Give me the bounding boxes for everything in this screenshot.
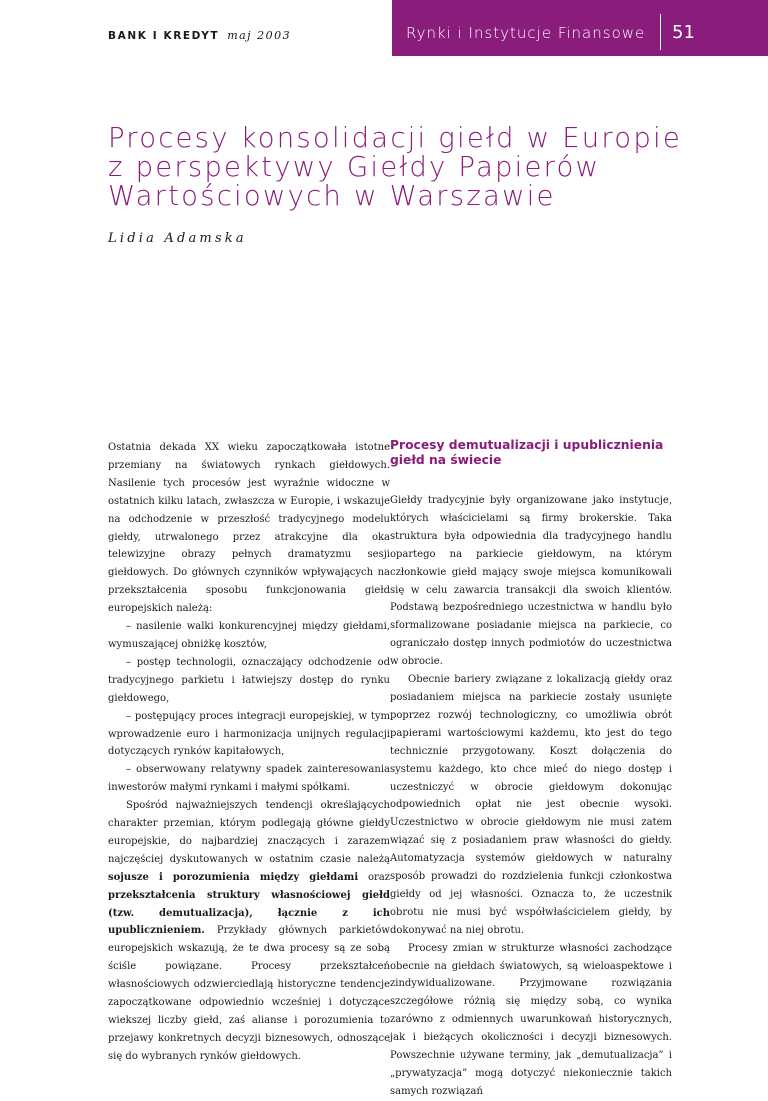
body-text: Przykłady głównych parkietów europejskich wskazują, że te dwa procesy są ze sobą ściśle powiązane. Procesy przekształceń własnościowych odzwierciedlają historyczne tendencje zapoczątkowane odpowiednio wcześniej i dotyczące wiekszej liczby giełd, zaś alianse i porozumienia to przejawy konkretnych decyzji biznesowych, odnoszące się do wybranych rynków giełdowych. <box>108 925 390 1062</box>
section-title: Rynki i Instytucje Finansowe <box>406 24 646 42</box>
list-item: – nasilenie walki konkurencyjnej między giełdami, wymuszającej obniżkę kosztów, <box>108 621 390 650</box>
body-paragraph <box>108 797 390 1066</box>
header-divider <box>660 14 661 50</box>
emphasis-text: przekształcenia struktury własnościowej giełd (tzw. demutualizacja), łącznie z ich upublicznieniem. <box>108 889 390 937</box>
title-line: Procesy konsolidacji giełd w Europie <box>108 122 682 154</box>
body-text: oraz <box>358 871 390 883</box>
list-item: – postępujący proces integracji europejskiej, w tym wprowadzenie euro i harmonizacja unijnych regulacji dotyczących rynków kapitałowych, <box>108 710 390 758</box>
issue-date: maj 2003 <box>227 29 292 42</box>
article-author: Lidia Adamska <box>108 231 247 246</box>
title-line: Wartościowych w Warszawie <box>108 180 556 212</box>
body-text: Spośród najważniejszych tendencji określających charakter przemian, którym podlegają główne giełdy europejskie, do najbardziej znaczących i zarazem najczęściej dyskutowanych w ostatnim czasie należą <box>108 800 390 865</box>
section-heading: Procesy demutualizacji i upublicznienia giełd na świecie <box>390 438 664 467</box>
list-item: – postęp technologii, oznaczający odchodzenie od tradycyjnego parkietu i łatwiejszy dostęp do rynku giełdowego, <box>108 656 390 704</box>
article-title <box>108 124 748 211</box>
body-paragraph: Procesy zmian w strukturze własności zachodzące obecnie na giełdach światowych, są wieloaspektowe i zindywidualizowane. Przyjmowane rozwiązania szczegółowe różnią się między sobą, co wynika zarówno z odmiennych uwarunkowań historycznych, jak i bieżących okoliczności i decyzji biznesowych. Powszechnie używane terminy, jak „demutualizacja” i „prywatyzacja” mogą dotyczyć niekoniecznie takich samych rozwiązań <box>390 942 672 1097</box>
left-column <box>108 439 390 1066</box>
intro-paragraph: Ostatnia dekada XX wieku zapoczątkowała istotne przemiany na światowych rynkach giełdowych. Nasilenie tych procesów jest wyraźnie widoczne w ostatnich kilku latach, zwłaszcza w Europie, i wskazuje na odchodzenie w przeszłość tradycyjnego modelu giełdy, utrwalonego przez atrakcyjne dla oka telewizyjne obrazy pełnych dramatyzmu sesji giełdowych. Do głównych czynników wpływających na przekształcenia sposobu funkcjonowania giełd europejskich należą: <box>108 442 390 615</box>
right-column-body <box>390 492 672 1101</box>
running-header <box>108 29 291 42</box>
right-column <box>390 438 672 1097</box>
page-number: 51 <box>672 22 695 43</box>
emphasis-text: sojusze i porozumienia między giełdami <box>108 871 359 883</box>
list-item: – obserwowany relatywny spadek zainteresowania inwestorów małymi rynkami i małymi spółkami. <box>108 764 390 794</box>
publication-name: BANK I KREDYT <box>108 30 220 42</box>
body-paragraph: Giełdy tradycyjnie były organizowane jako instytucje, których właścicielami są firmy brokerskie. Taka struktura była odpowiednia dla tradycyjnego handlu opartego na parkiecie giełdowym, na którym członkowie giełd mający swoje miejsca komunikowali się w celu zawarcia transakcji dla swoich klientów. Podstawą bezpośredniego uczestnictwa w handlu było sformalizowane posiadanie miejsca na parkiecie, co ograniczało dostęp innych podmiotów do uczestnictwa w obrocie. <box>390 495 672 668</box>
title-line: z perspektywy Giełdy Papierów <box>108 151 601 183</box>
body-paragraph: Obecnie bariery związane z lokalizacją giełdy oraz posiadaniem miejsca na parkiecie zostały usunięte poprzez rozwój technologiczny, co umożliwia obrót papierami wartościowymi każdemu, kto jest do tego technicznie przygotowany. Koszt dołączenia do systemu każdego, kto chce mieć do niego dostęp i uczestniczyć w obrocie giełdowym dokonując odpowiednich opłat nie jest obecnie wysoki. Uczestnictwo w obrocie giełdowym nie musi zatem wiązać się z posiadaniem praw własności do giełdy. Automatyzacja systemów giełdowych w naturalny sposób prowadzi do rozdzielenia funkcji członkostwa giełdy od jej własności. Oznacza to, że uczestnik obrotu nie musi być współwłaścicielem giełdy, by dokonywać na niej obrotu. <box>390 674 672 936</box>
